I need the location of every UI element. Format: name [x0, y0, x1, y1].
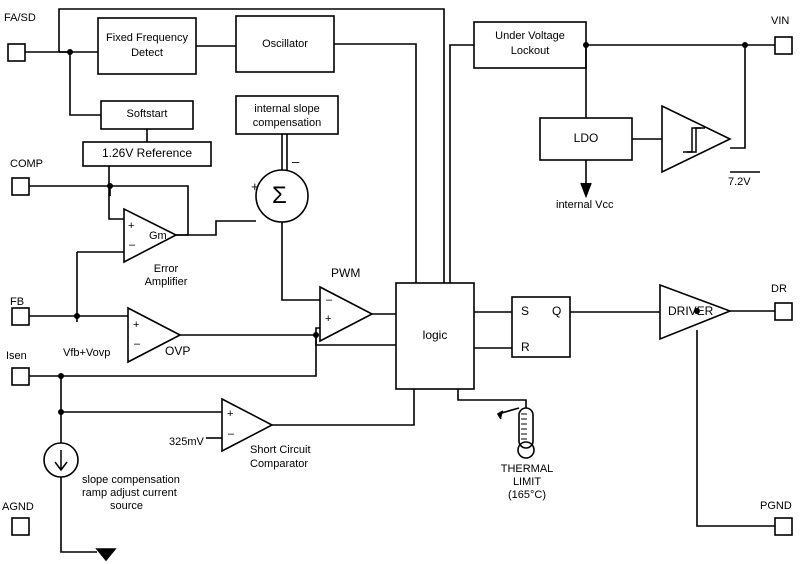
- symbol-ground: [97, 549, 115, 560]
- pin-pad-vin: [775, 37, 792, 54]
- summer-plus-sign: +: [251, 179, 259, 194]
- internal-vcc-label: internal Vcc: [556, 199, 614, 211]
- wire-reference-to-ea-plus: [109, 166, 124, 219]
- pin-label-agnd: AGND: [2, 501, 34, 513]
- pin-label-isen: Isen: [6, 350, 27, 362]
- thermal-label-line2: LIMIT: [512, 476, 542, 488]
- slope-source-label-line3: source: [110, 500, 144, 512]
- block-label-ffd-line1: Fixed Frequency: [106, 32, 188, 44]
- pin-pad-dr: [775, 303, 792, 320]
- latch-s-label: S: [521, 304, 530, 318]
- symbol-thermal-sensor-bulb: [518, 442, 534, 458]
- junction-dot: [58, 409, 64, 415]
- latch-r-label: R: [521, 340, 530, 354]
- current-source-arrow: [55, 450, 67, 470]
- schmitt-hysteresis-glyph-2: [687, 128, 705, 152]
- pin-label-fb: FB: [10, 296, 25, 308]
- pwm-label: PWM: [331, 266, 361, 280]
- wire-vin-to-ldo-ref: [730, 45, 745, 148]
- error-amp-plus-sign: +: [128, 220, 135, 232]
- pin-label-comp: COMP: [10, 158, 43, 170]
- thermal-scale-ticks: [521, 414, 527, 439]
- wire-fasd-to-softstart: [70, 52, 101, 115]
- pin-label-pgnd: PGND: [760, 500, 792, 512]
- wire-thermal-to-logic: [458, 389, 526, 408]
- junction-dot: [742, 42, 748, 48]
- junction-dot: [67, 49, 73, 55]
- wire-ldo-out-arrow: [581, 183, 591, 196]
- error-amp-name-line2: Amplifier: [144, 276, 188, 288]
- pin-pad-isen: [12, 368, 29, 385]
- block-fixed-frequency-detect: [98, 18, 196, 74]
- thermal-label-line3: (165°C): [507, 489, 547, 501]
- scc-threshold-label: 325mV: [169, 436, 204, 448]
- error-amp-name-line1: Error: [153, 263, 179, 275]
- ldo-reference-voltage-label: 7.2V: [728, 176, 751, 188]
- error-amp-gm-label: Gm: [149, 230, 167, 242]
- block-label-reference: 1.26V Reference: [101, 146, 193, 160]
- latch-q-label: Q: [552, 304, 562, 318]
- thermal-label-line1: THERMAL: [500, 463, 554, 475]
- block-label-oscillator: Oscillator: [262, 38, 308, 50]
- pin-label-dr: DR: [771, 283, 787, 295]
- wire-oscillator-to-logic: [334, 44, 416, 283]
- schmitt-hysteresis-glyph: [683, 128, 701, 152]
- error-amp-minus-sign: –: [129, 239, 136, 251]
- wire-scc-to-logic: [272, 389, 414, 425]
- scc-name-line2: Comparator: [250, 458, 309, 470]
- wire-summer-to-pwm-minus: [282, 222, 320, 300]
- pin-pad-fa-sd: [8, 44, 25, 61]
- wire-comp-to-ea-output: [110, 186, 188, 235]
- scc-plus-sign: +: [227, 408, 234, 420]
- slope-source-label-line1: slope compensation: [82, 474, 180, 486]
- junction-dot: [313, 332, 319, 338]
- slope-source-label-line2: ramp adjust current: [82, 487, 177, 499]
- block-label-softstart: Softstart: [126, 108, 168, 120]
- pwm-plus-sign: +: [325, 313, 332, 325]
- summer-sigma-symbol: Σ: [272, 182, 287, 209]
- pin-label-fa-sd: FA/SD: [4, 12, 36, 24]
- summer-minus-sign: –: [292, 154, 300, 169]
- block-label-slope-line2: compensation: [252, 117, 322, 129]
- block-label-ldo: LDO: [573, 131, 599, 145]
- scc-minus-sign: –: [228, 428, 235, 440]
- wire-uvlo-to-logic: [450, 45, 474, 283]
- ovp-label: OVP: [165, 344, 191, 358]
- pin-pad-fb: [12, 308, 29, 325]
- wire-driver-to-pgnd: [697, 330, 775, 526]
- pin-pad-agnd: [12, 518, 29, 535]
- pin-pad-pgnd: [775, 518, 792, 535]
- ovp-minus-sign: –: [134, 338, 141, 350]
- wire-thermal-arrowhead: [498, 411, 503, 419]
- pin-label-vin: VIN: [771, 15, 790, 27]
- pin-pad-comp: [12, 178, 29, 195]
- junction-dot: [58, 373, 64, 379]
- pwm-minus-sign: –: [326, 294, 333, 306]
- junction-dot: [74, 313, 80, 319]
- driver-label: DRIVER: [668, 304, 714, 318]
- ovp-plus-sign: +: [133, 319, 140, 331]
- block-label-logic: logic: [422, 328, 448, 342]
- block-label-uvlo-line2: Lockout: [510, 45, 550, 57]
- block-label-slope-line1: internal slope: [254, 103, 320, 115]
- block-label-uvlo-line1: Under Voltage: [495, 30, 565, 42]
- block-label-ffd-line2: Detect: [131, 47, 163, 59]
- junction-dot: [107, 183, 113, 189]
- vfb-vovp-label: Vfb+Vovp: [63, 347, 111, 359]
- scc-name-line1: Short Circuit: [250, 444, 311, 456]
- wire-ovp-to-logic: [180, 335, 396, 345]
